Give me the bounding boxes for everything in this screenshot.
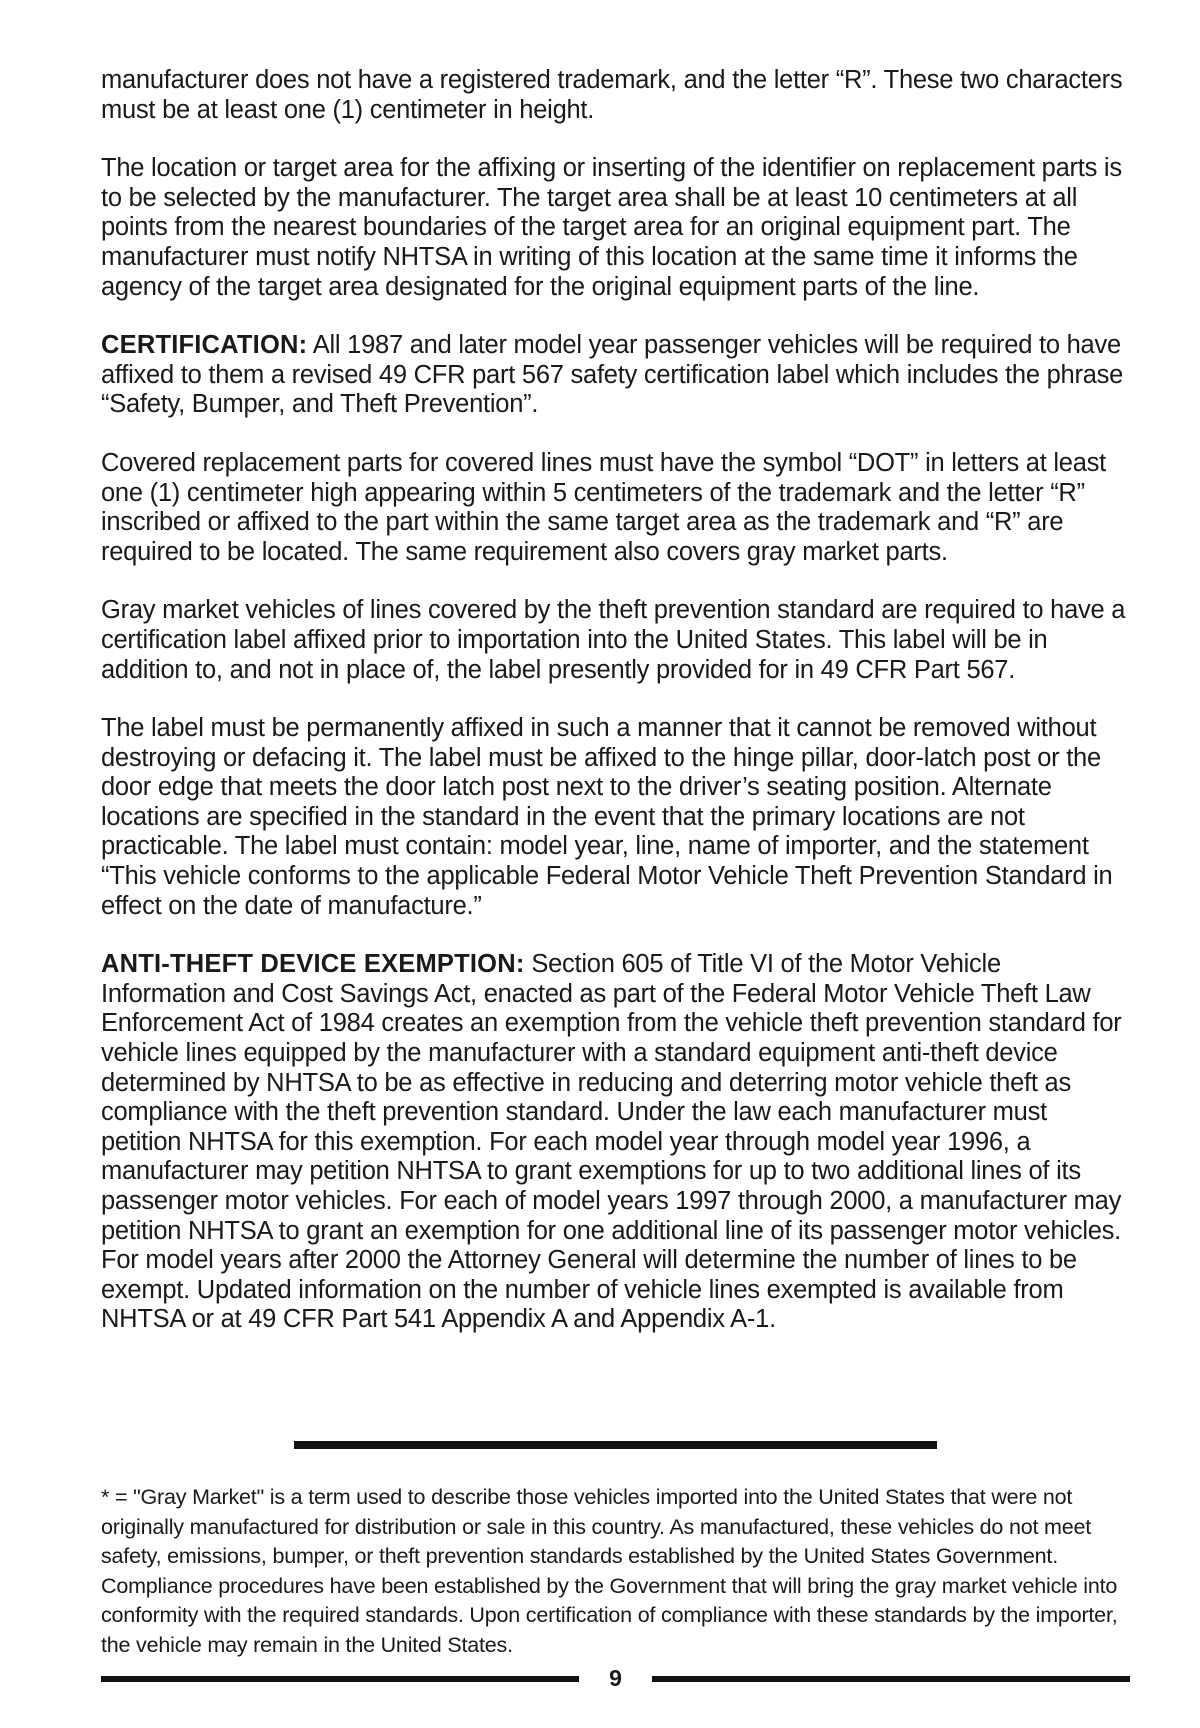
page-number: 9 bbox=[609, 1665, 622, 1691]
paragraph-text: The location or target area for the affixing or inserting of the identifier on replacement parts is to be selected by the manufacturer. The target area shall be at least 10 centimeters at all points from the nearest boundaries of the target area for an original equipment part. The manufacturer must notify NHTSA in writing of this location at the same time it informs the agency of the target area designated for the original equipment parts of the line. bbox=[101, 154, 1122, 301]
paragraph-target-area bbox=[101, 154, 1131, 302]
paragraph-label-requirements bbox=[101, 714, 1131, 921]
footer-rule-left bbox=[101, 1676, 579, 1682]
section-heading-anti-theft-exemption: ANTI-THEFT DEVICE EXEMPTION: bbox=[101, 950, 525, 979]
footnote-gray-market: * = "Gray Market" is a term used to describe those vehicles imported into the United States that were not originally manufactured for distribution or sale in this country. As manufactured, these vehicles do not meet safety, emissions, bumper, or theft prevention standards established by the United States Government. Compliance procedures have been established by the Government that will bring the gray market vehicle into conformity with the required standards. Upon certification of compliance with these standards by the importer, the vehicle may remain in the United States. bbox=[101, 1485, 1118, 1657]
section-divider bbox=[294, 1441, 937, 1449]
paragraph-trademark-height bbox=[101, 66, 1131, 125]
paragraph-gray-market-vehicles bbox=[101, 596, 1131, 685]
paragraph-text: manufacturer does not have a registered trademark, and the letter “R”. These two characters must be at least one (1) centimeter in height. bbox=[101, 66, 1123, 124]
paragraph-text: Gray market vehicles of lines covered by the theft prevention standard are required to have a certification label affixed prior to importation into the United States. This label will be in addition to, and not in place of, the label presently provided for in 49 CFR Part 567. bbox=[101, 596, 1126, 684]
paragraph-replacement-parts bbox=[101, 449, 1131, 567]
section-heading-certification: CERTIFICATION: bbox=[101, 331, 308, 360]
paragraph-text: Section 605 of Title VI of the Motor Vehicle Information and Cost Savings Act, enacted as part of the Federal Motor Vehicle Theft Law Enforcement Act of 1984 creates an exemption from the vehicle theft prevention standard for vehicle lines equipped by the manufacturer with a standard equipment anti-theft device determined by NHTSA to be as effective in reducing and deterring motor vehicle theft as compliance with the theft prevention standard. Under the law each manufacturer must petition NHTSA for this exemption. For each model year through model year 1996, a manufacturer may petition NHTSA to grant exemptions for up to two additional lines of its passenger motor vehicles. For each of model years 1997 through 2000, a manufacturer may petition NHTSA to grant an exemption for one additional line of its passenger motor vehicles. For model years after 2000 the Attorney General will determine the number of lines to be exempt. Updated information on the number of vehicle lines exempted is available from NHTSA or at 49 CFR Part 541 Appendix A and Appendix A-1. bbox=[101, 950, 1122, 1334]
paragraph-text: The label must be permanently affixed in such a manner that it cannot be removed without destroying or defacing it. The label must be affixed to the hinge pillar, door-latch post or the door edge that meets the door latch post next to the driver’s seating position. Alternate locations are specified in the standard in the event that the primary locations are not practicable. The label must contain: model year, line, name of importer, and the statement “This vehicle conforms to the applicable Federal Motor Vehicle Theft Prevention Standard in effect on the date of manufacture.” bbox=[101, 714, 1113, 920]
body-text bbox=[101, 66, 1131, 1364]
paragraph-certification bbox=[101, 331, 1131, 420]
paragraph-text: All 1987 and later model year passenger vehicles will be required to have affixed to them a revised 49 CFR part 567 safety certification label which includes the phrase “Safety, Bumper, and Theft Prevention”. bbox=[101, 331, 1124, 419]
paragraph-text: Covered replacement parts for covered lines must have the symbol “DOT” in letters at least one (1) centimeter high appearing within 5 centimeters of the trademark and the letter “R” inscribed or affixed to the part within the same target area as the trademark and “R” are required to be located. The same requirement also covers gray market parts. bbox=[101, 448, 1107, 566]
footer-rule-right bbox=[652, 1676, 1130, 1682]
paragraph-anti-theft-exemption bbox=[101, 950, 1131, 1335]
